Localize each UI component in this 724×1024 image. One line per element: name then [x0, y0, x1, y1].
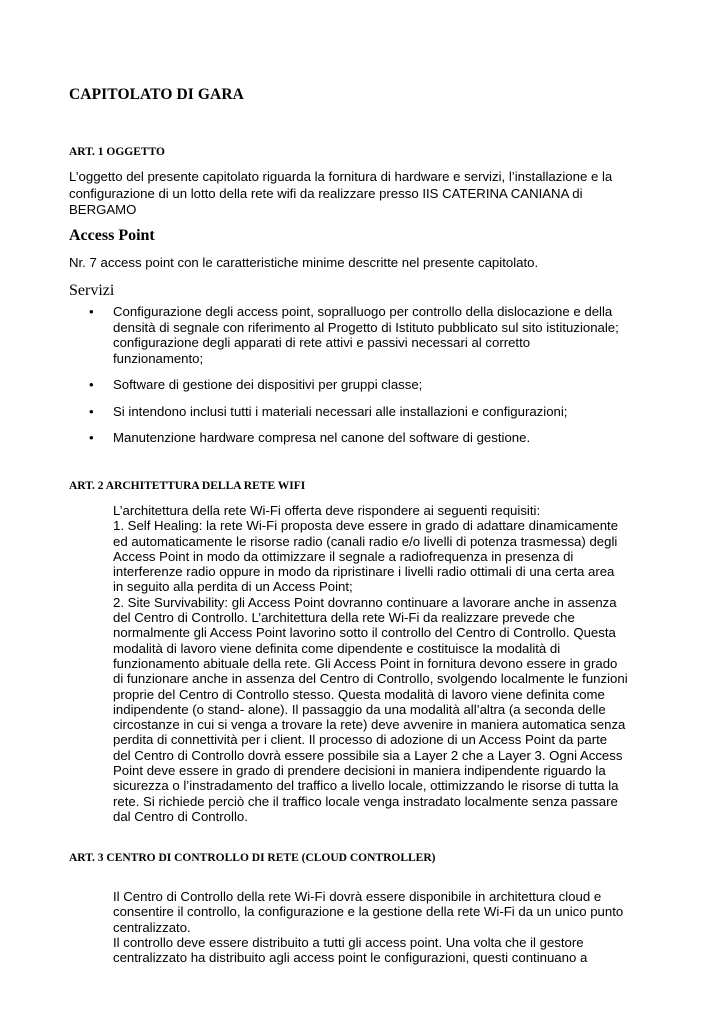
art2-line: Access Point in modo da ottimizzare il segnale a radiofrequenza in presenza di [113, 548, 574, 564]
art2-line: 1. Self Healing: la rete Wi-Fi proposta deve essere in grado di adattare dinamicamente [113, 518, 619, 534]
art2-line: interferenze radio oppure in modo da ripristinare i livelli radio ottimali di una certa area [113, 564, 615, 580]
art2-line: normalmente gli Access Point lavorino sotto il controllo del Centro di Controllo. Questa [113, 625, 616, 641]
art3-line: Il controllo deve essere distribuito a tutti gli access point. Una volta che il gestore [113, 934, 584, 950]
servizi-list [89, 304, 669, 457]
art2-line: circostanze in cui si venga a trovare la rete) deve avvenire in maniera automatica senza [113, 717, 626, 733]
servizi-heading: Servizi [69, 282, 115, 299]
art2-body [113, 503, 668, 824]
art2-line: in seguito alla perdita di un Access Point; [113, 579, 353, 595]
art2-line: del Centro di Controllo dovrà essere possibile sia a Layer 2 che a Layer 3. Ogni Access [113, 747, 623, 763]
list-item [89, 404, 669, 420]
access-point-heading: Access Point [69, 227, 155, 244]
bullet-icon: • [89, 430, 94, 445]
art3-line: consentire il controllo, la configurazione e la gestione della rete Wi-Fi da un unico punto [113, 904, 624, 920]
art2-heading: ART. 2 ARCHITETTURA DELLA RETE WIFI [69, 480, 306, 492]
bullet-icon: • [89, 377, 94, 392]
art2-line: dal Centro di Controllo. [113, 808, 248, 824]
art2-line: ed automaticamente le risorse radio (canali radio e/o livelli di potenza trasmessa) degli [113, 533, 618, 549]
bullet-icon: • [89, 403, 94, 419]
bullet-icon: • [89, 304, 94, 319]
art3-line: centralizzato ha distribuito agli access point le configurazioni, questi continuano a [113, 950, 588, 966]
list-item-line: Manutenzione hardware compresa nel canone del software di gestione. [113, 430, 531, 445]
list-item-line: configurazione degli apparati di rete attivi e passivi necessari al corretto [113, 335, 531, 350]
document-title: CAPITOLATO DI GARA [69, 86, 244, 103]
list-item [89, 304, 669, 366]
art2-line: 2. Site Survivability: gli Access Point dovranno continuare a lavorare anche in assenza [113, 594, 617, 610]
access-point-text: Nr. 7 access point con le caratteristiche minime descritte nel presente capitolato. [69, 255, 539, 270]
list-item-line: Software di gestione dei dispositivi per gruppi classe; [113, 377, 423, 392]
art1-intro [69, 169, 659, 219]
art3-line: centralizzato. [113, 919, 191, 935]
art2-line: modalità di lavoro viene definita come dipendente e costituisce la modalità di [113, 640, 561, 656]
art2-line: rete. Si richiede perciò che il traffico locale venga instradato localmente senza passare [113, 793, 618, 809]
art1-intro-line: configurazione di un lotto della rete wifi da realizzare presso IIS CATERINA CANIANA di [69, 185, 583, 201]
art3-line: Il Centro di Controllo della rete Wi-Fi dovrà essere disponibile in architettura cloud e [113, 889, 602, 904]
list-item-line: Configurazione degli access point, sopralluogo per controllo della dislocazione e della [113, 304, 613, 319]
art2-line: funzionamento abituale della rete. Gli Access Point in fornitura devono essere in grado [113, 655, 618, 671]
art3-body [113, 889, 668, 965]
art2-line: di funzionare anche in assenza del Centro di Controllo, svolgendo localmente le funzioni [113, 671, 628, 687]
art1-heading: ART. 1 OGGETTO [69, 146, 165, 158]
art2-line: del Centro di Controllo. L’architettura della rete Wi-Fi da realizzare prevede che [113, 610, 575, 626]
list-item-line: densità di segnale con riferimento al Progetto di Istituto pubblicato sul sito istituzionale; [113, 319, 619, 335]
art2-line: perdita di connettività per i client. Il processo di adozione di un Access Point da parte [113, 732, 608, 748]
art2-line: sicurezza o l’instradamento del traffico a livello locale, ottimizzando le risorse di tutta la [113, 778, 619, 794]
list-item-line: Si intendono inclusi tutti i materiali necessari alle installazioni e configurazioni; [113, 403, 568, 419]
list-item-line: funzionamento; [113, 350, 204, 366]
art2-line: L’architettura della rete Wi-Fi offerta deve rispondere ai seguenti requisiti: [113, 503, 541, 518]
list-item [89, 430, 669, 446]
art2-line: proprie del Centro di Controllo stesso. Questa modalità di lavoro viene definita come [113, 686, 605, 702]
art1-intro-line: BERGAMO [69, 202, 137, 217]
art1-intro-line: L’oggetto del presente capitolato riguarda la fornitura di hardware e servizi, l’installazione e la [69, 169, 613, 184]
art3-heading: ART. 3 CENTRO DI CONTROLLO DI RETE (CLOUD CONTROLLER) [69, 852, 436, 864]
list-item [89, 377, 669, 393]
art2-line: indipendente (o stand- alone). Il passaggio da una modalità all’altra (a seconda delle [113, 701, 606, 717]
art2-line: Point deve essere in grado di prendere decisioni in maniera indipendente riguardo la [113, 763, 606, 779]
